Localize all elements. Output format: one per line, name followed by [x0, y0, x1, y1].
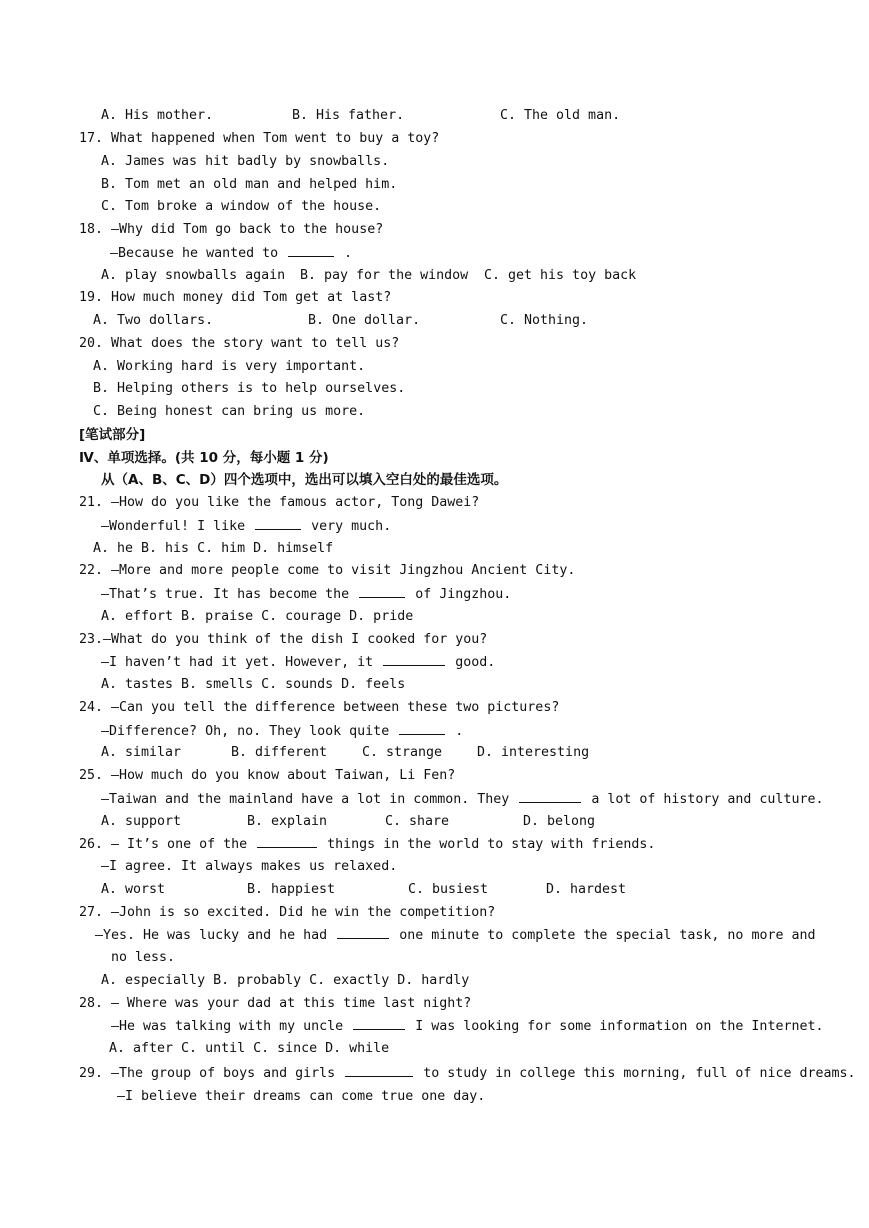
option-d: D. belong: [523, 814, 596, 829]
reply-text: —Yes. He was lucky and he had: [95, 928, 328, 943]
option-c: C. share: [385, 814, 450, 829]
question-27-reply-cont: no less.: [111, 950, 176, 965]
options-row: A. especially B. probably C. exactly D. hardly: [101, 973, 470, 988]
reply-text: —I haven’t had it yet. However, it: [101, 655, 374, 670]
reply-text: —Because he wanted to: [110, 246, 279, 261]
option-a: A. James was hit badly by snowballs.: [101, 154, 390, 169]
question-22: 22. —More and more people come to visit Jingzhou Ancient City.: [79, 563, 576, 578]
question-21: 21. —How do you like the famous actor, Tong Dawei?: [79, 495, 480, 510]
answer-blank: [359, 585, 405, 598]
reply-text: .: [344, 246, 353, 261]
question-21-reply: [101, 517, 391, 536]
question-20: 20. What does the story want to tell us?: [79, 336, 400, 351]
option-a: A. Working hard is very important.: [93, 359, 366, 374]
section-heading: [笔试部分]: [79, 427, 146, 443]
question-18: 18. —Why did Tom go back to the house?: [79, 222, 384, 237]
option-c: C. Nothing.: [500, 313, 589, 328]
question-29: [79, 1064, 856, 1083]
option-b: B. explain: [247, 814, 328, 829]
section-title: Ⅳ、单项选择。(共 10 分，每小题 1 分): [79, 450, 329, 466]
question-17: 17. What happened when Tom went to buy a toy?: [79, 131, 440, 146]
reply-text: —Difference? Oh, no. They look quite: [101, 724, 390, 739]
question-25: 25. —How much do you know about Taiwan, Li Fen?: [79, 768, 456, 783]
option-b: B. different: [231, 745, 328, 760]
reply-text: one minute to complete the special task, no more and: [399, 928, 816, 943]
answer-blank: [383, 653, 445, 666]
reply-text: good.: [455, 655, 496, 670]
question-25-reply: [101, 790, 823, 809]
answer-blank: [353, 1017, 405, 1030]
answer-blank: [257, 835, 317, 848]
option-a: A. similar: [101, 745, 182, 760]
question-18-reply: [110, 244, 352, 263]
question-text: to study in college this morning, full of nice dreams.: [423, 1066, 856, 1081]
answer-blank: [288, 244, 334, 257]
option-a: A. support: [101, 814, 182, 829]
option-b: B. Helping others is to help ourselves.: [93, 381, 406, 396]
option-a: A. His mother.: [101, 108, 214, 123]
options-row: A. effort B. praise C. courage D. pride: [101, 609, 414, 624]
options-row: A. he B. his C. him D. himself: [93, 541, 334, 556]
reply-text: —Taiwan and the mainland have a lot in common. They: [101, 792, 510, 807]
reply-text: .: [455, 724, 464, 739]
option-b: B. pay for the window: [300, 268, 469, 283]
option-a: A. worst: [101, 882, 166, 897]
option-b: B. Tom met an old man and helped him.: [101, 177, 398, 192]
question-23: 23.—What do you think of the dish I cooked for you?: [79, 632, 488, 647]
question-26: [79, 835, 655, 854]
reply-text: a lot of history and culture.: [591, 792, 824, 807]
options-row: A. tastes B. smells C. sounds D. feels: [101, 677, 406, 692]
option-c: C. strange: [362, 745, 443, 760]
answer-blank: [399, 722, 445, 735]
option-b: B. happiest: [247, 882, 336, 897]
question-29-reply: —I believe their dreams can come true one day.: [117, 1089, 486, 1104]
option-c: C. The old man.: [500, 108, 621, 123]
option-b: B. One dollar.: [308, 313, 421, 328]
question-24-reply: [101, 722, 463, 741]
reply-text: —Wonderful! I like: [101, 519, 246, 534]
question-text: 29. —The group of boys and girls: [79, 1066, 336, 1081]
reply-text: —He was talking with my uncle: [111, 1019, 344, 1034]
reply-text: —That’s true. It has become the: [101, 587, 350, 602]
question-22-reply: [101, 585, 511, 604]
reply-text: I was looking for some information on the Internet.: [415, 1019, 824, 1034]
answer-blank: [519, 790, 581, 803]
answer-blank: [255, 517, 301, 530]
question-27-reply: [95, 926, 815, 945]
option-c: C. busiest: [408, 882, 489, 897]
option-d: D. interesting: [477, 745, 590, 760]
question-text: 26. — It’s one of the: [79, 837, 248, 852]
question-24: 24. —Can you tell the difference between these two pictures?: [79, 700, 560, 715]
question-27: 27. —John is so excited. Did he win the competition?: [79, 905, 496, 920]
reply-text: of Jingzhou.: [415, 587, 512, 602]
question-23-reply: [101, 653, 495, 672]
options-row: A. after C. until C. since D. while: [109, 1041, 390, 1056]
option-d: D. hardest: [546, 882, 627, 897]
option-b: B. His father.: [292, 108, 405, 123]
option-a: A. Two dollars.: [93, 313, 214, 328]
option-c: C. Being honest can bring us more.: [93, 404, 366, 419]
option-c: C. Tom broke a window of the house.: [101, 199, 382, 214]
question-28-reply: [111, 1017, 823, 1036]
option-c: C. get his toy back: [484, 268, 637, 283]
answer-blank: [337, 926, 389, 939]
question-28: 28. — Where was your dad at this time last night?: [79, 996, 472, 1011]
reply-text: very much.: [311, 519, 392, 534]
question-text: things in the world to stay with friends.: [327, 837, 656, 852]
question-19: 19. How much money did Tom get at last?: [79, 290, 392, 305]
option-a: A. play snowballs again: [101, 268, 286, 283]
section-instructions: 从（A、B、C、D）四个选项中，选出可以填入空白处的最佳选项。: [101, 472, 508, 488]
answer-blank: [345, 1064, 413, 1077]
question-26-reply: —I agree. It always makes us relaxed.: [101, 859, 398, 874]
